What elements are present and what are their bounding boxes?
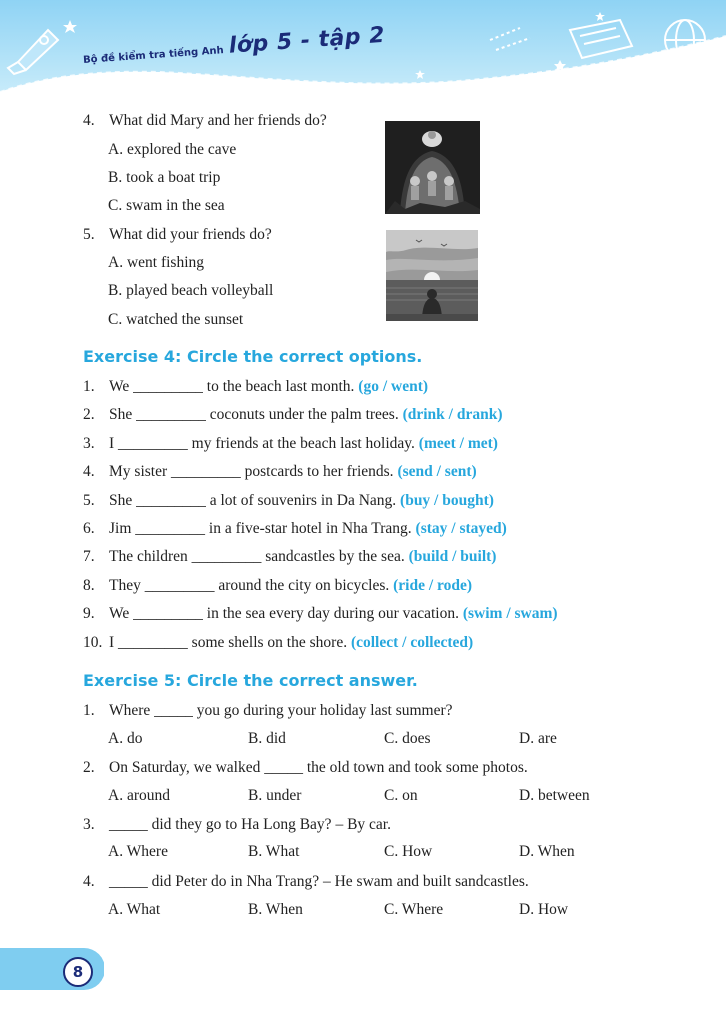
item-sentence: We _________ to the beach last month.	[109, 378, 359, 395]
exercise-5-heading: Exercise 5: Circle the correct answer.	[83, 671, 418, 690]
cave-exploration-picture	[385, 121, 480, 214]
item-number: 5.	[83, 492, 95, 509]
item-number: 2.	[83, 406, 95, 423]
word-choice[interactable]: (ride / rode)	[393, 577, 473, 594]
word-choice[interactable]: (build / built)	[408, 548, 497, 565]
item-number: 8.	[83, 577, 95, 594]
question-number: 2.	[83, 759, 95, 776]
answer-option[interactable]: A. Where	[108, 843, 168, 860]
question-number: 5.	[83, 226, 95, 243]
answer-option[interactable]: C. How	[384, 843, 433, 860]
answer-option[interactable]: B. did	[248, 730, 286, 747]
item-sentence: We _________ in the sea every day during our vacation.	[109, 605, 463, 622]
book-series-label: Bộ đề kiểm tra tiếng Anh	[82, 45, 225, 66]
word-choice[interactable]: (meet / met)	[418, 435, 498, 452]
item-number: 3.	[83, 435, 95, 452]
item-sentence: They _________ around the city on bicycles.	[109, 577, 394, 594]
question-text: _____ did Peter do in Nha Trang? – He swam and built sandcastles.	[109, 873, 529, 890]
question-text: What did Mary and her friends do?	[109, 112, 327, 129]
question-text: On Saturday, we walked _____ the old town and took some photos.	[109, 759, 528, 776]
answer-option[interactable]: D. When	[519, 843, 575, 860]
item-number: 1.	[83, 378, 95, 395]
answer-option[interactable]: B. What	[248, 843, 300, 860]
item-number: 7.	[83, 548, 95, 565]
answer-option[interactable]: D. are	[519, 730, 557, 747]
question-number: 4.	[83, 112, 95, 129]
answer-option[interactable]: C. watched the sunset	[108, 311, 244, 328]
question-number: 3.	[83, 816, 95, 833]
word-choice[interactable]: (drink / drank)	[402, 406, 503, 423]
answer-option[interactable]: A. explored the cave	[108, 141, 237, 158]
item-sentence: My sister _________ postcards to her friends.	[109, 463, 398, 480]
answer-option[interactable]: C. swam in the sea	[108, 197, 225, 214]
question-number: 1.	[83, 702, 95, 719]
sunset-picture	[386, 230, 478, 321]
item-number: 9.	[83, 605, 95, 622]
word-choice[interactable]: (buy / bought)	[400, 492, 494, 509]
item-sentence: She _________ coconuts under the palm trees.	[109, 406, 403, 423]
answer-option[interactable]: C. on	[384, 787, 418, 804]
answer-option[interactable]: C. Where	[384, 901, 444, 918]
question-text: Where _____ you go during your holiday last summer?	[109, 702, 453, 719]
question-number: 4.	[83, 873, 95, 890]
item-number: 6.	[83, 520, 95, 537]
answer-option[interactable]: C. does	[384, 730, 431, 747]
answer-option[interactable]: D. How	[519, 901, 569, 918]
item-sentence: She _________ a lot of souvenirs in Da Nang.	[109, 492, 401, 509]
answer-option[interactable]: A. What	[108, 901, 161, 918]
word-choice[interactable]: (swim / swam)	[462, 605, 558, 622]
answer-option[interactable]: A. around	[108, 787, 170, 804]
answer-option[interactable]: A. went fishing	[108, 254, 205, 271]
answer-option[interactable]: B. under	[248, 787, 302, 804]
item-sentence: Jim _________ in a five-star hotel in Nha Trang.	[109, 520, 416, 537]
book-grade-label: lớp 5 - tập 2	[228, 22, 386, 59]
item-sentence: I _________ some shells on the shore.	[109, 634, 351, 651]
item-number: 10.	[83, 634, 103, 651]
word-choice[interactable]: (collect / collected)	[350, 634, 474, 651]
exercise-4-heading: Exercise 4: Circle the correct options.	[83, 347, 423, 366]
answer-option[interactable]: B. When	[248, 901, 303, 918]
answer-option[interactable]: A. do	[108, 730, 143, 747]
item-number: 4.	[83, 463, 95, 480]
question-text: What did your friends do?	[109, 226, 272, 243]
word-choice[interactable]: (stay / stayed)	[415, 520, 507, 537]
word-choice[interactable]: (go / went)	[358, 378, 429, 395]
answer-option[interactable]: B. played beach volleyball	[108, 282, 274, 299]
answer-option[interactable]: B. took a boat trip	[108, 169, 221, 186]
item-sentence: I _________ my friends at the beach last holiday.	[109, 435, 419, 452]
answer-option[interactable]: D. between	[519, 787, 590, 804]
question-text: _____ did they go to Ha Long Bay? – By car.	[109, 816, 391, 833]
page-number: 8	[63, 957, 93, 987]
word-choice[interactable]: (send / sent)	[397, 463, 477, 480]
item-sentence: The children _________ sandcastles by the sea.	[109, 548, 409, 565]
